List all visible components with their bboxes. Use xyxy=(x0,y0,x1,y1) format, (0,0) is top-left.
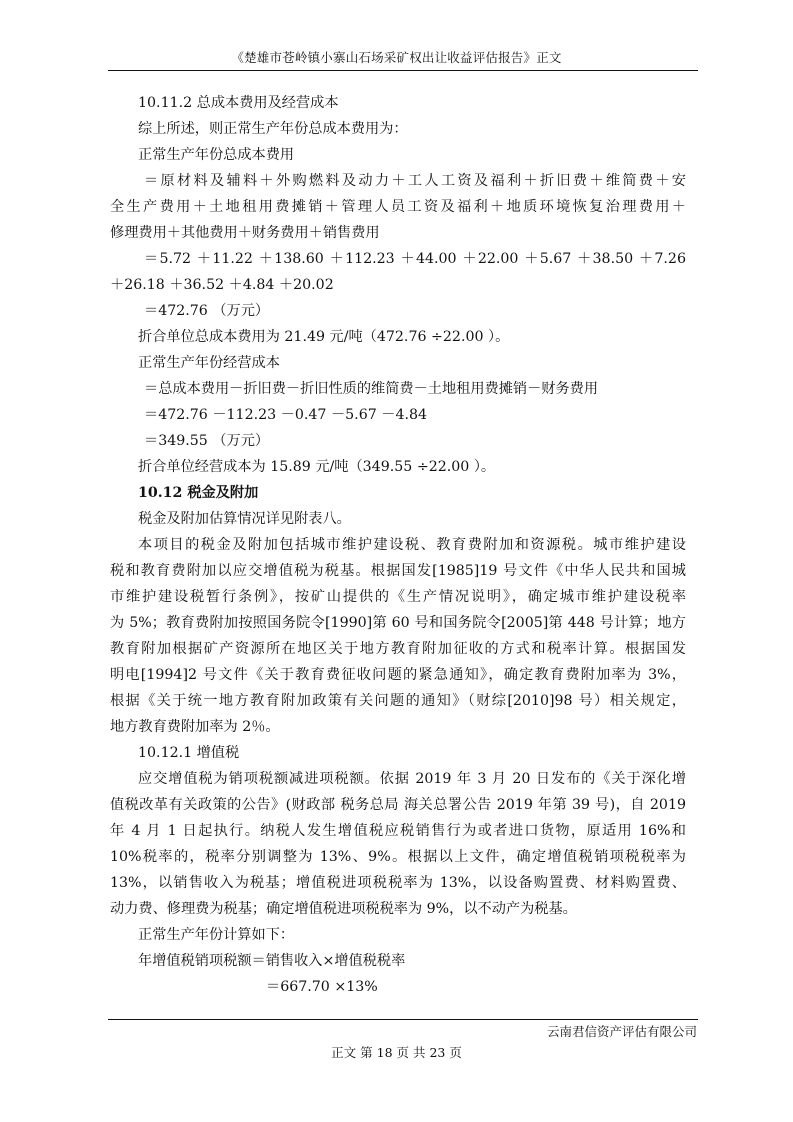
paragraph-line: 税金及附加估算情况详见附表八。 xyxy=(138,511,351,527)
paragraph-line: 教育附加根据矿产资源所在地区关于地方教育附加征收的方式和税率计算。根据国发 xyxy=(110,641,686,657)
paragraph-line: 市维护建设税暂行条例》，按矿山提供的《生产情况说明》，确定城市维护建设税率 xyxy=(110,589,686,605)
paragraph-line: 折合单位总成本费用为 21.49 元/吨（472.76 ÷22.00 ）。 xyxy=(138,329,510,345)
formula-values-line: ＋26.18 ＋36.52 ＋4.84 ＋20.02 xyxy=(110,277,334,293)
formula-values-line: ＝667.70 ×13% xyxy=(266,979,378,995)
footer-company-name: 云南君信资产评估有限公司 xyxy=(546,1024,697,1039)
paragraph-line: 正常生产年份总成本费用 xyxy=(138,147,295,163)
paragraph-line: 根据《关于统一地方教育附加政策有关问题的通知》（财综[2010]98 号）相关规定， xyxy=(110,693,686,709)
formula-line: 全生产费用＋土地租用费摊销＋管理人员工资及福利＋地质环境恢复治理费用＋ xyxy=(110,199,686,215)
paragraph-line: 13%，以销售收入为税基；增值税进项税税率为 13%，以设备购置费、材料购置费、 xyxy=(110,875,686,891)
formula-line: 年增值税销项税额＝销售收入×增值税税率 xyxy=(138,953,406,969)
formula-result-line: ＝349.55 （万元） xyxy=(144,433,270,449)
page-header-title: 《楚雄市苍岭镇小寨山石场采矿权出让收益评估报告》正文 xyxy=(231,50,562,65)
paragraph-line: 值税改革有关政策的公告》(财政部 税务总局 海关总署公告 2019 年第 39 号)，自 2019 xyxy=(110,797,686,813)
paragraph-line: 地方教育费附加率为 2％。 xyxy=(110,719,280,735)
paragraph-line: 年 4 月 1 日起执行。纳税人发生增值税应税销售行为或者进口货物，原适用 16%和 xyxy=(110,823,686,839)
header-divider xyxy=(108,70,698,71)
footer-divider xyxy=(108,1019,698,1020)
paragraph-line: 税和教育费附加以应交增值税为税基。根据国发[1985]19 号文件《中华人民共和国城 xyxy=(110,563,686,579)
paragraph-line: 应交增值税为销项税额减进项税额。依据 2019 年 3 月 20 日发布的《关于深化增 xyxy=(138,771,686,787)
formula-line: ＝原材料及辅料＋外购燃料及动力＋工人工资及福利＋折旧费＋维简费＋安 xyxy=(144,173,686,189)
paragraph-line: 明电[1994]2 号文件《关于教育费征收问题的紧急通知》，确定教育费附加率为 3%， xyxy=(110,667,686,683)
paragraph-line: 动力费、修理费为税基；确定增值税进项税税率为 9%，以不动产为税基。 xyxy=(110,901,577,917)
paragraph-line: 10%税率的，税率分别调整为 13%、9%。根据以上文件，确定增值税销项税税率为 xyxy=(110,849,686,865)
paragraph-line: 本项目的税金及附加包括城市维护建设税、教育费附加和资源税。城市维护建设 xyxy=(138,537,686,553)
section-heading-10-11-2: 10.11.2 总成本费用及经营成本 xyxy=(138,95,339,111)
formula-line: 修理费用＋其他费用＋财务费用＋销售费用 xyxy=(110,225,380,241)
section-heading-10-12-1: 10.12.1 增值税 xyxy=(138,745,240,761)
paragraph-line: 正常生产年份经营成本 xyxy=(138,355,280,371)
paragraph-line: 正常生产年份计算如下： xyxy=(138,927,295,943)
paragraph-line: 为 5%；教育费附加按照国务院令[1990]第 60 号和国务院令[2005]第 448 号计算；地方 xyxy=(110,615,686,631)
formula-line: ＝总成本费用－折旧费－折旧性质的维简费－土地租用费摊销－财务费用 xyxy=(144,381,599,397)
footer-page-number: 正文 第 18 页 共 23 页 xyxy=(331,1045,462,1060)
document-body xyxy=(110,90,686,1000)
formula-values-line: ＝472.76 －112.23 －0.47 －5.67 －4.84 xyxy=(144,407,428,423)
paragraph-line: 综上所述，则正常生产年份总成本费用为： xyxy=(138,121,408,137)
paragraph-line: 折合单位经营成本为 15.89 元/吨（349.55 ÷22.00 ）。 xyxy=(138,459,496,475)
section-heading-10-12: 10.12 税金及附加 xyxy=(138,485,259,501)
formula-result-line: ＝472.76 （万元） xyxy=(144,303,270,319)
formula-values-line: ＝5.72 ＋11.22 ＋138.60 ＋112.23 ＋44.00 ＋22.00 ＋5.67 ＋38.50 ＋7.26 xyxy=(144,251,686,267)
